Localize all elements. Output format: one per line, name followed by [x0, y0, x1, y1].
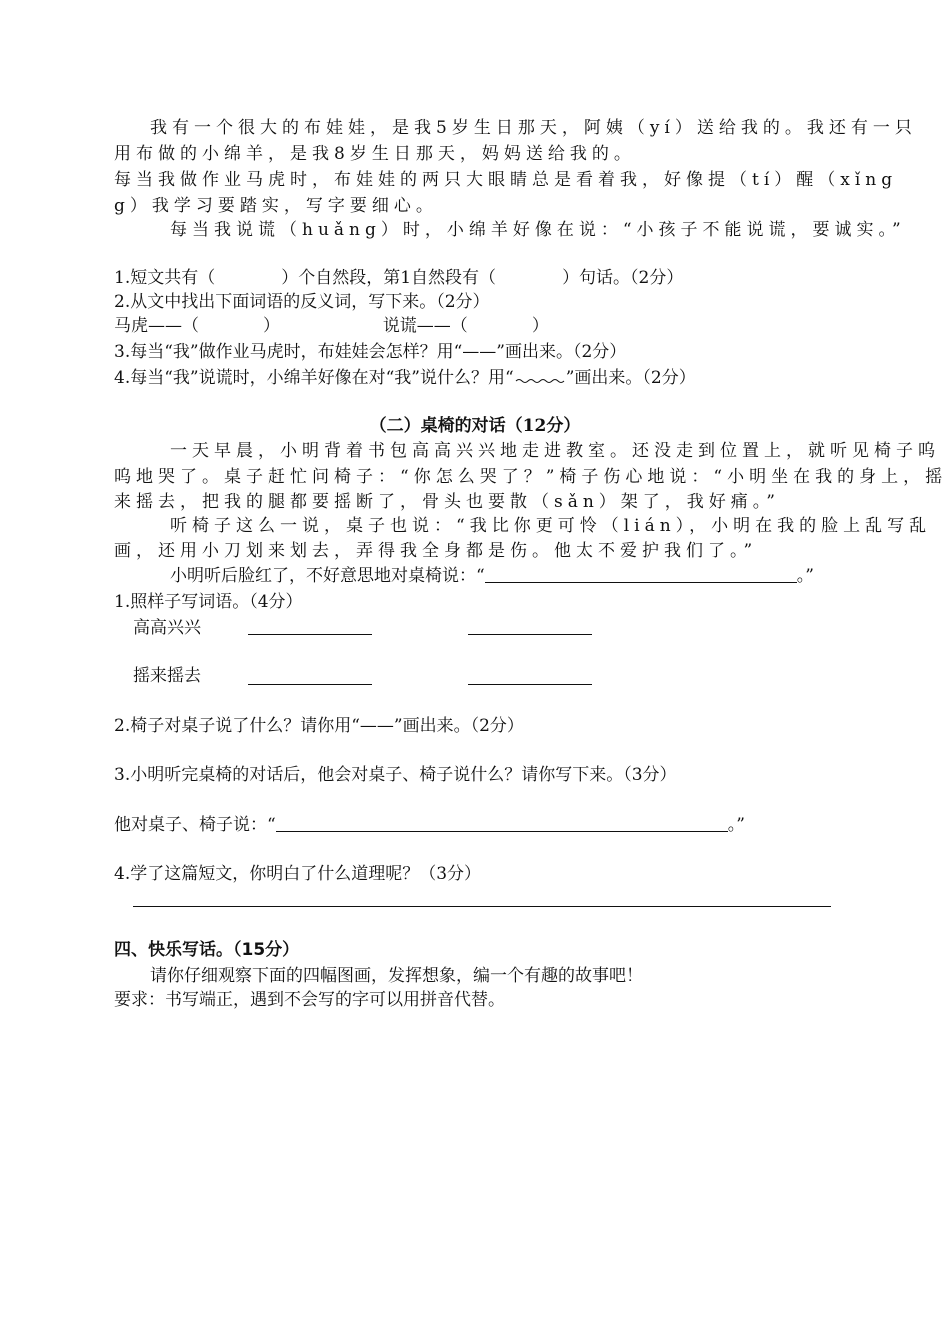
answer-line[interactable] [276, 813, 728, 832]
passage1-line4: g）我学习要踏实，写字要细心。 [114, 196, 438, 216]
bracket-close: ） [531, 316, 549, 336]
question-text: ）句话。（2分） [562, 268, 684, 288]
question-2-4: 4.学了这篇短文，你明白了什么道理呢？（3分） [114, 864, 482, 884]
answer-prompt: 他对桌子、椅子说：“ [114, 815, 276, 835]
section2-title: （二）桌椅的对话（12分） [369, 416, 581, 436]
antonym-label: 说谎——（ [382, 316, 468, 336]
antonym-label: 马虎——（ [114, 316, 199, 336]
answer-end: 。” [727, 815, 745, 835]
answer-line[interactable] [248, 634, 372, 635]
wavy-line-icon [514, 375, 566, 385]
dialogue-answer-line[interactable] [485, 564, 797, 583]
answer-line[interactable] [133, 906, 831, 907]
question-2-3-answer [114, 813, 745, 837]
answer-line[interactable] [468, 634, 592, 635]
question-2-2: 2.椅子对桌子说了什么？请你用“——”画出来。（2分） [114, 716, 524, 736]
section2-para-line6 [170, 564, 814, 588]
passage1-line5: 每当我说谎（huǎng）时，小绵羊好像在说：“小孩子不能说谎，要诚实。” [170, 220, 906, 240]
bracket-close: ） [263, 316, 280, 336]
dialogue-prompt: 小明听后脸红了，不好意思地对桌椅说：“ [170, 566, 485, 586]
passage1-line1: 我有一个很大的布娃娃，是我5岁生日那天，阿姨（yí）送给我的。我还有一只 [150, 118, 917, 138]
section4-title: 四、快乐写话。（15分） [114, 940, 300, 960]
question-2-1: 1.照样子写词语。（4分） [114, 592, 303, 612]
section2-para-line1: 一天早晨，小明背着书包高高兴兴地走进教室。还没走到位置上，就听见椅子呜 [170, 441, 940, 461]
question-text: ”画出来。（2分） [565, 368, 696, 388]
section4-requirement: 要求：书写端正，遇到不会写的字可以用拼音代替。 [114, 990, 505, 1010]
question-1-4 [114, 366, 696, 390]
question-2-3: 3.小明听完桌椅的对话后，他会对桌子、椅子说什么？请你写下来。（3分） [114, 765, 677, 785]
section4-instruction: 请你仔细观察下面的四幅图画，发挥想象，编一个有趣的故事吧！ [150, 966, 643, 986]
passage1-line2: 用布做的小绵羊，是我8岁生日那天，妈妈送给我的。 [114, 144, 636, 164]
question-1-1 [114, 266, 683, 290]
section2-para-line4: 听椅子这么一说，桌子也说：“我比你更可怜（lián），小明在我的脸上乱写乱 [170, 516, 932, 536]
section2-para-line5: 画，还用小刀划来划去，弄得我全身都是伤。他太不爱护我们了。” [114, 541, 758, 561]
answer-line[interactable] [248, 684, 372, 685]
question-text: 1.短文共有（ [114, 268, 216, 288]
antonym-row [114, 314, 549, 338]
question-text: 4.每当“我”说谎时，小绵羊好像在对“我”说什么？用“ [114, 368, 514, 388]
section2-para-line3: 来摇去，把我的腿都要摇断了，骨头也要散（sǎn）架了，我好痛。” [114, 492, 780, 512]
example-word-2: 摇来摇去 [133, 666, 201, 686]
passage1-line3: 每当我做作业马虎时，布娃娃的两只大眼睛总是看着我，好像提（tí）醒（xǐng [114, 170, 898, 190]
question-text: ）个自然段，第1自然段有（ [281, 268, 497, 288]
example-word-1: 高高兴兴 [133, 618, 201, 638]
question-1-3: 3.每当“我”做作业马虎时，布娃娃会怎样？用“——”画出来。（2分） [114, 342, 627, 362]
section2-para-line2: 呜地哭了。桌子赶忙问椅子：“你怎么哭了？”椅子伤心地说：“小明坐在我的身上，摇 [114, 467, 948, 487]
question-1-2: 2.从文中找出下面词语的反义词，写下来。（2分） [114, 292, 490, 312]
dialogue-end: 。” [796, 566, 814, 586]
answer-line[interactable] [468, 684, 592, 685]
